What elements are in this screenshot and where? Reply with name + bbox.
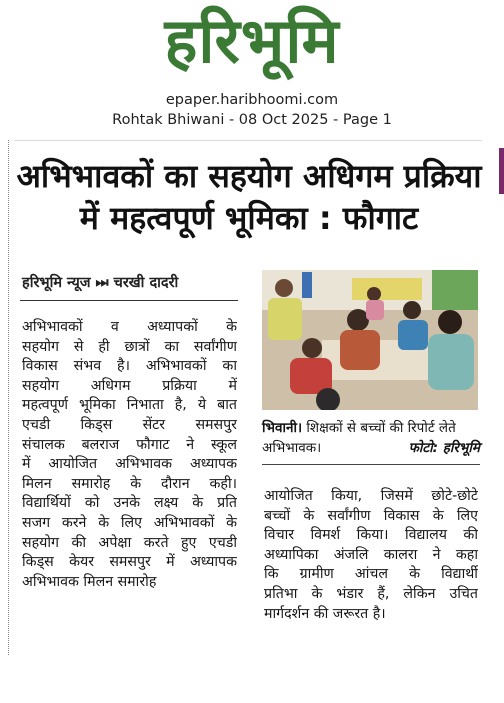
newspaper-logo: हरिभूमि [164, 4, 340, 77]
body-text-line: प्रतिभा के भंडार हैं, लेकिन उचित [264, 585, 478, 602]
body-text-line: कि ग्रामीण आंचल के विद्यार्थी [264, 566, 478, 583]
caption-rule [262, 464, 480, 465]
article-column-1 [22, 318, 237, 592]
body-text-line: किड्स केयर समसपुर में अध्यापक [22, 554, 237, 571]
body-text-line: मार्गदर्शन की जरूरत है। [264, 605, 386, 622]
body-text-line: विद्यार्थियों को उनके लक्ष्य के प्रति [22, 495, 237, 512]
masthead [0, 0, 504, 140]
caption-text: शिक्षकों से बच्चों की रिपोर्ट लेते अभिभावक। [262, 420, 456, 456]
body-text-line: अभिभावकों व अध्यापकों के [22, 319, 237, 335]
body-text-line: में आयोजित अभिभावक अध्यापक [22, 456, 237, 473]
headline-line-1: अभिभावकों का सहयोग अधिगम प्रक्रिया [16, 157, 482, 195]
body-text-line: सहयोग अधिगम प्रक्रिया में [22, 377, 237, 394]
headline-line-2: में महत्वपूर्ण भूमिका : फौगाट [79, 199, 419, 237]
byline: हरिभूमि न्यूज ⏭ चरखी दादरी [22, 275, 179, 291]
photo-caption [262, 418, 480, 458]
body-text-line: विकास संभव है। अभिभावकों का [22, 358, 237, 375]
classroom-photo-illustration [262, 270, 478, 410]
article-photo [262, 270, 478, 410]
caption-place: भिवानी। [262, 420, 303, 436]
clip-top-border [14, 140, 482, 141]
body-text-line: बच्चों के सर्वांगीण विकास के लिए [264, 507, 478, 524]
body-text-line: सहयोग की अपेक्षा करते हुए एचडी [22, 534, 237, 551]
body-text-line: विचार विमर्श किया। विद्यालय की [264, 527, 478, 544]
body-text-line: आयोजित किया, जिसमें छोटे-छोटे [264, 488, 478, 504]
body-text-line: सजग करने के लिए अभिभावकों के [22, 514, 237, 531]
body-text-line: मिलन समारोह के दौरान कही। [22, 475, 237, 492]
body-text-line: सहयोग से ही छात्रों का सर्वांगीण [22, 338, 237, 355]
body-text-line: महत्वपूर्ण भूमिका निभाता है, ये बात [22, 397, 237, 414]
site-url: epaper.haribhoomi.com [165, 92, 339, 108]
body-text-line: एचडी किड्स सेंटर समसपुर [22, 416, 237, 433]
body-text-line: अध्यापिका अंजलि कालरा ने कहा [264, 546, 478, 563]
article-column-2 [264, 487, 478, 624]
adjacent-article-edge [499, 148, 504, 194]
body-text-line: अभिभावक मिलन समारोह [22, 573, 157, 590]
byline-rule [20, 300, 238, 301]
photo-credit: फोटो: हरिभूमि [408, 440, 480, 456]
body-text-line: संचालक बलराज फौगाट ने स्कूल [22, 436, 237, 453]
clip-left-border [8, 140, 9, 655]
edition-line: Rohtak Bhiwani - 08 Oct 2025 - Page 1 [112, 112, 392, 128]
